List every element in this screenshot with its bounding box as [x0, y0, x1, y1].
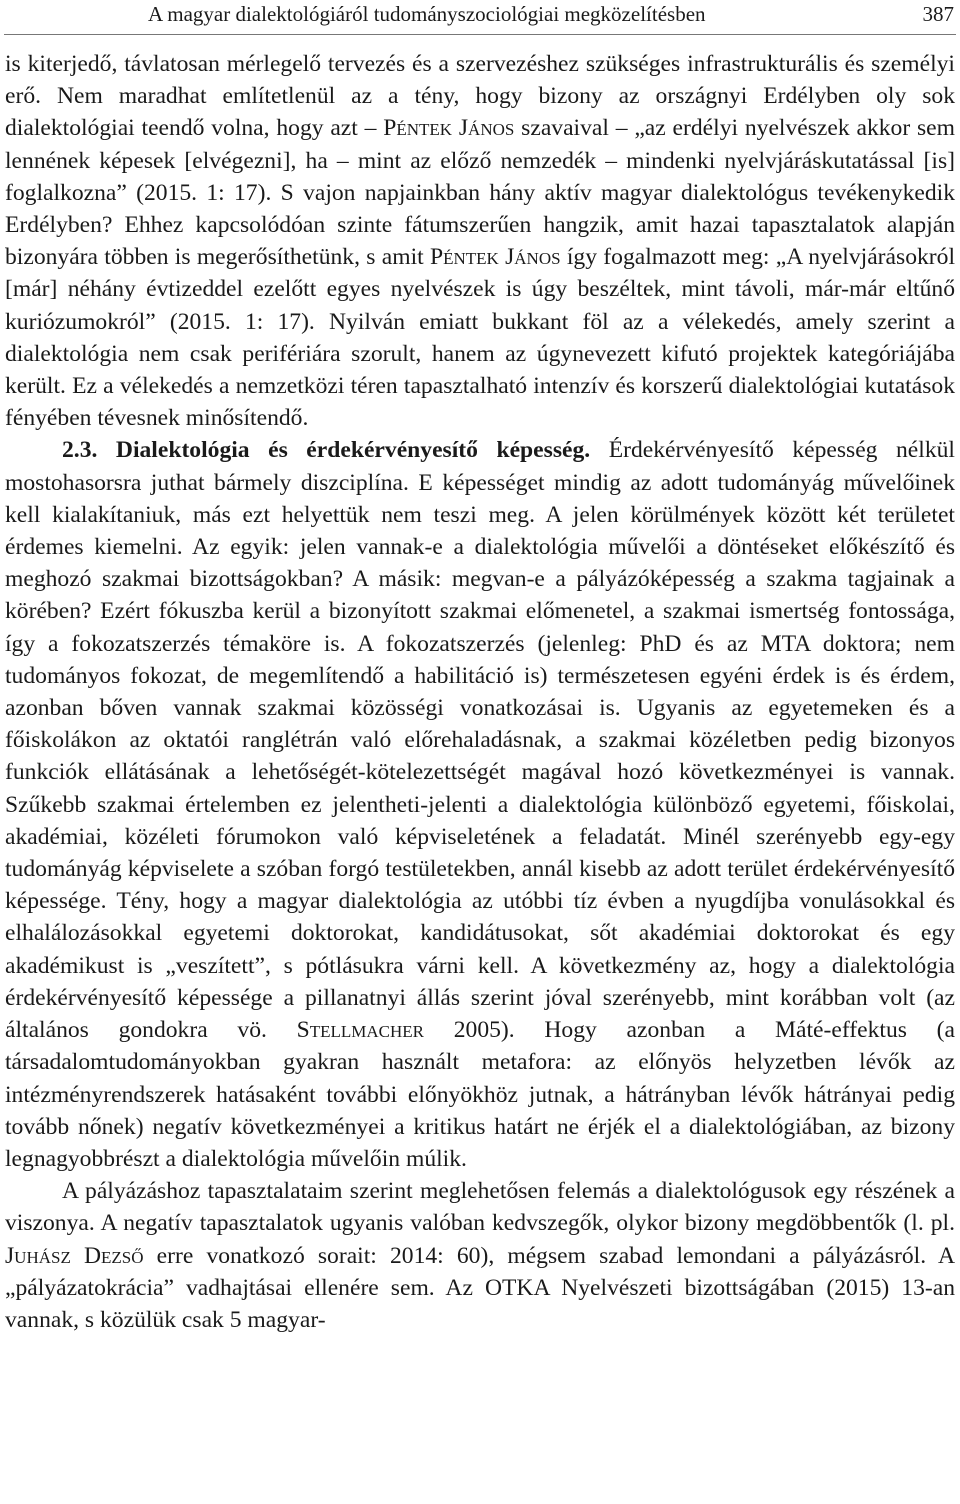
- author-name: Juhász Dezső: [5, 1242, 144, 1269]
- paragraph-1: is kiterjedő, távlatosan mérlegelő tervezés és a szervezéshez szükséges infrastrukturális és személyi erő. Nem maradhat említetlenül az a tény, hogy bizony az országnyi Erdélyben oly sok dialektológiai teendő volna, hogy azt – Péntek János szavaival – „az erdélyi nyelvészek akkor sem lennének képesek [elvégezni], ha – mint az előző nemzedék – mindenki nyelvjáráskutatással [is] foglalkozna” (2015. 1: 17). S vajon napjainkban hány aktív magyar dialektológus tevékenykedik Erdélyben? Ehhez kapcsolódóan szinte fátumszerűen hangzik, amit hazai tapasztalatok alapján bizonyára többen is megerősíthetünk, s amit Péntek János így fogalmazott meg: „A nyelvjárásokról [már] néhány évtizeddel ezelőtt egyes nyelvészek is úgy beszéltek, mint távoli, már-már eltűnő kuriózumokról” (2015. 1: 17). Nyilván emiatt bukkant föl az a vélekedés, amely szerint a dialektológia nem csak perifériára szorult, hanem az úgynevezett kifutó projektek kategóriájába került. Ez a vélekedés a nemzetközi téren tapasztalható intenzív és korszerű dialektológiai kutatások fényében tévesnek minősítendő.: [5, 51, 956, 432]
- section-heading: 2.3. Dialektológia és érdekérvényesítő képesség.: [62, 437, 591, 464]
- paragraph-2: 2.3. Dialektológia és érdekérvényesítő képesség. Érdekérvényesítő képesség nélkül mostohasorsra juthat bármely diszciplína. E képességet mindig az adott tudományág művelőinek kell kialakítaniuk, más ezt helyettük nem teszi meg. A jelen körülmények között két területet érdemes kiemelni. Az egyik: jelen vannak-e a dialektológia művelői a döntéseket előkészítő és meghozó szakmai bizottságokban? A másik: megvan-e a pályázóképesség a szakma tagjainak a körében? Ezért fókuszba kerül a bizonyított szakmai előmenetel, a szakmai ismertség fontossága, így a fokozatszerzés témaköre is. A fokozatszerzés (jelenleg: PhD és az MTA doktora; nem tudományos fokozat, de megemlítendő a habilitáció is) természetesen egyéni érdek is és érdem, azonban bőven vannak szakmai közösségi vonatkozásai is. Ugyanis az egyetemeken és a főiskolákon az oktatói ranglétrán való előrehaladásnak, a szakmai közéletben pedig bizonyos funkciók ellátásának a lehetőségét-kötelezettségét magával hozó következményei is vannak. Szűkebb szakmai értelemben ez jelentheti-jelenti a dialektológia különböző egyetemi, főiskolai, akadémiai, közéleti fórumokon való képviseletének a feladatát. Minél szerényebb egy-egy tudományág képviselete a szóban forgó testületekben, annál kisebb az adott terület érdekérvényesítő képessége. Tény, hogy a magyar dialektológia az utóbbi tíz évben a nyugdíjba vonulásokkal és elhalálozásokkal egyetemi doktorokat, kandidátusokat, sőt akadémiai doktorokat és egy akadémikust is „veszített”, s pótlásukra várni kell. A következmény az, hogy a dialektológia érdekérvényesítő képessége a pillanatnyi állás szerint jóval szerényebb, mint korábban volt (az általános gondokra vö. Stellmacher 2005). Hogy azonban a Máté-effektus (a társadalomtudományokban gyakran használt metafora: az előnyös helyzetben lévők az intézményrendszerek hatásaként további előnyökhöz jutnak, a hátrányban lévők hátrányai pedig tovább nőnek) negatív következményei a kritikus határt ne érjék el a dialektológiában, az bizony legnagyobbrészt a dialektológia művelőin múlik.: [5, 437, 955, 1172]
- running-head-title: A magyar dialektológiáról tudományszociológiai megközelítésben: [148, 2, 706, 26]
- paragraph-3: A pályázáshoz tapasztalataim szerint meglehetősen felemás a dialektológusok egy részének a viszonya. A negatív tapasztalatok ugyanis valóban kedvszegők, olykor bizony megdöbbentők (l. pl. Juhász Dezső erre vonatkozó sorait: 2014: 60), mégsem szabad lemondani a pályázásról. A „pályázatokrácia” vadhajtásai ellenére sem. Az OTKA Nyelvészeti bizottságában (2015) 13-an vannak, s közülük csak 5 magyar-: [5, 1178, 955, 1333]
- author-name: Péntek János: [429, 244, 561, 271]
- running-head: [0, 0, 960, 30]
- author-name: Péntek János: [383, 115, 515, 142]
- body-text: [5, 48, 955, 1336]
- header-rule: [4, 34, 956, 35]
- author-name: Stellmacher: [296, 1017, 425, 1044]
- page-number: 387: [922, 2, 954, 26]
